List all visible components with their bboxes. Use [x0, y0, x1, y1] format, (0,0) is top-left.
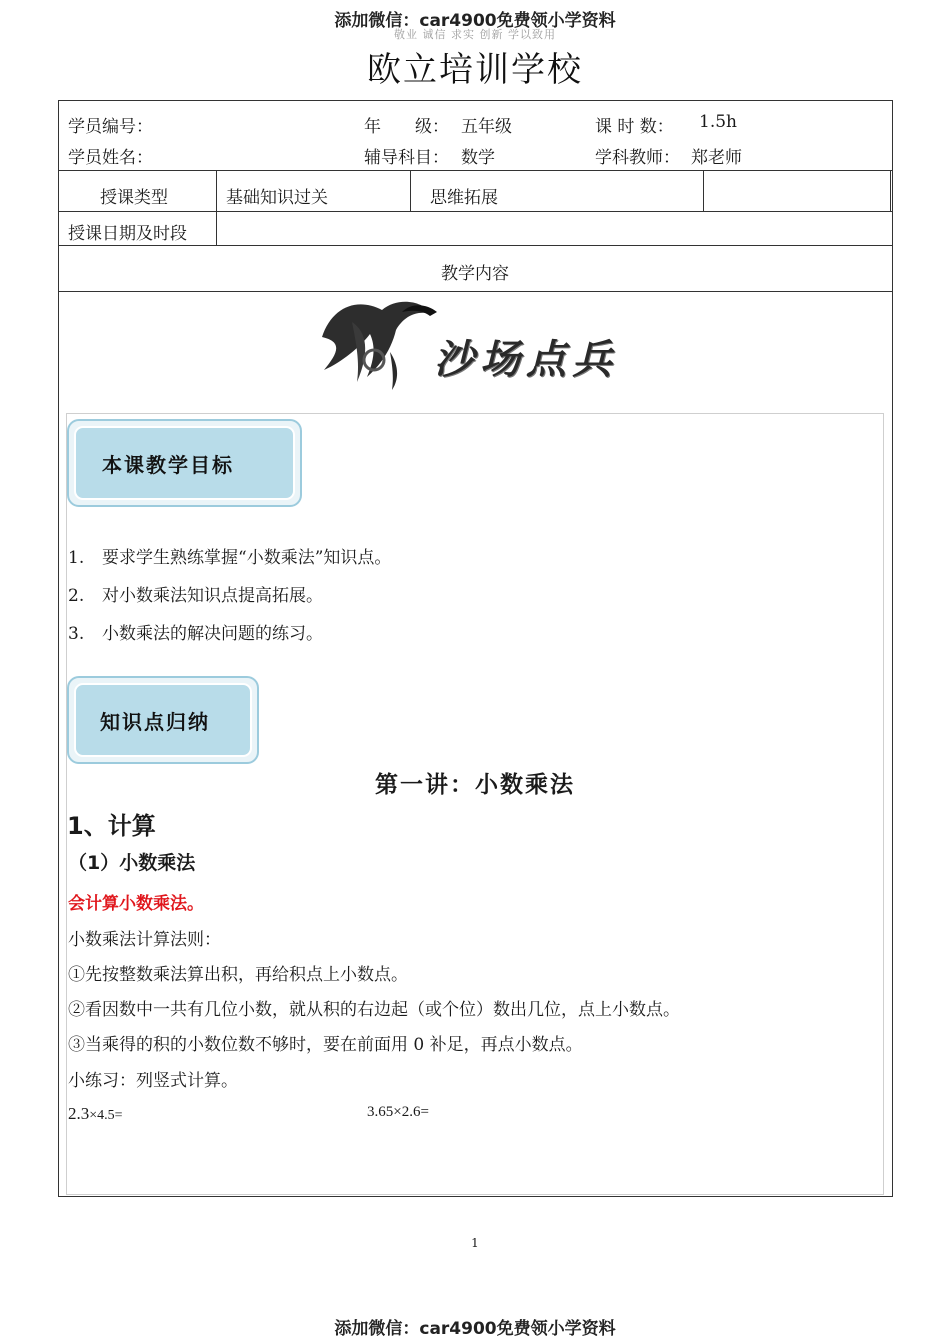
- row-divider: [58, 211, 893, 212]
- subject-value: 数学: [461, 148, 495, 168]
- teacher-value: 郑老师: [691, 148, 742, 168]
- exercise-a-prefix: 2.3: [68, 1104, 90, 1123]
- col-divider: [703, 170, 704, 211]
- rule-item: ③当乘得的积的小数位数不够时，要在前面用 0 补足，再点小数点。: [68, 1035, 583, 1055]
- course-type-basic: 基础知识过关: [226, 188, 328, 208]
- row-divider: [58, 245, 893, 246]
- logo-text: 沙场点兵: [434, 337, 618, 383]
- content-header: 教学内容: [441, 264, 509, 284]
- hours-label: 课 时 数：: [595, 117, 674, 137]
- subsection-heading: （1）小数乘法: [68, 852, 196, 874]
- hours-value: 1.5h: [699, 112, 737, 132]
- course-type-thinking: 思维拓展: [430, 188, 498, 208]
- teacher-label: 学科教师：: [595, 148, 680, 168]
- row-divider: [58, 170, 893, 171]
- goal-number: 2.: [68, 586, 85, 606]
- exercise-a-rest: ×4.5=: [89, 1108, 123, 1123]
- school-title: 欧立培训学校: [367, 50, 583, 90]
- goals-badge-label: 本课教学目标: [74, 426, 295, 500]
- grade-value: 五年级: [461, 117, 512, 137]
- goal-item: [68, 581, 323, 606]
- rule-item: ②看因数中一共有几位小数，就从积的右边起（或个位）数出几位，点上小数点。: [68, 1000, 680, 1020]
- course-type-label: 授课类型: [100, 188, 168, 208]
- student-no-label: 学员编号：: [68, 117, 153, 137]
- goal-text: 小数乘法的解决问题的练习。: [102, 624, 323, 644]
- col-divider: [216, 170, 217, 245]
- rule-item: ①先按整数乘法算出积，再给积点上小数点。: [68, 965, 408, 985]
- knowledge-badge: [67, 676, 259, 764]
- exercise-a: [68, 1104, 123, 1124]
- col-divider: [410, 170, 411, 211]
- watermark-top: 添加微信：car4900免费领小学资料: [334, 11, 616, 31]
- col-divider: [890, 170, 891, 211]
- shachang-logo: [312, 292, 642, 392]
- section-heading: 1、计算: [67, 812, 156, 840]
- page-number: 1: [471, 1236, 479, 1250]
- goal-number: 3.: [68, 624, 85, 644]
- goal-item: [68, 543, 391, 568]
- grade-label: 年 级：: [364, 117, 449, 137]
- rules-heading: 小数乘法计算法则：: [68, 930, 221, 950]
- goals-badge: [67, 419, 302, 507]
- header-motto: 敬业 诚信 求实 创新 学以致用: [394, 28, 556, 41]
- goal-item: [68, 619, 323, 644]
- student-name-label: 学员姓名：: [68, 148, 153, 168]
- goal-text: 对小数乘法知识点提高拓展。: [102, 586, 323, 606]
- knowledge-badge-label: 知识点归纳: [74, 683, 252, 757]
- practice-label: 小练习：列竖式计算。: [68, 1071, 238, 1091]
- lesson-title: 第一讲：小数乘法: [375, 772, 575, 798]
- exercise-b: 3.65×2.6=: [367, 1104, 429, 1120]
- goal-text: 要求学生熟练掌握“小数乘法”知识点。: [102, 548, 392, 568]
- highlight-text: 会计算小数乘法。: [68, 894, 204, 914]
- subject-label: 辅导科目：: [364, 148, 449, 168]
- goal-number: 1.: [68, 548, 85, 568]
- date-label: 授课日期及时段: [68, 224, 187, 244]
- watermark-bottom: 添加微信：car4900免费领小学资料: [334, 1319, 616, 1339]
